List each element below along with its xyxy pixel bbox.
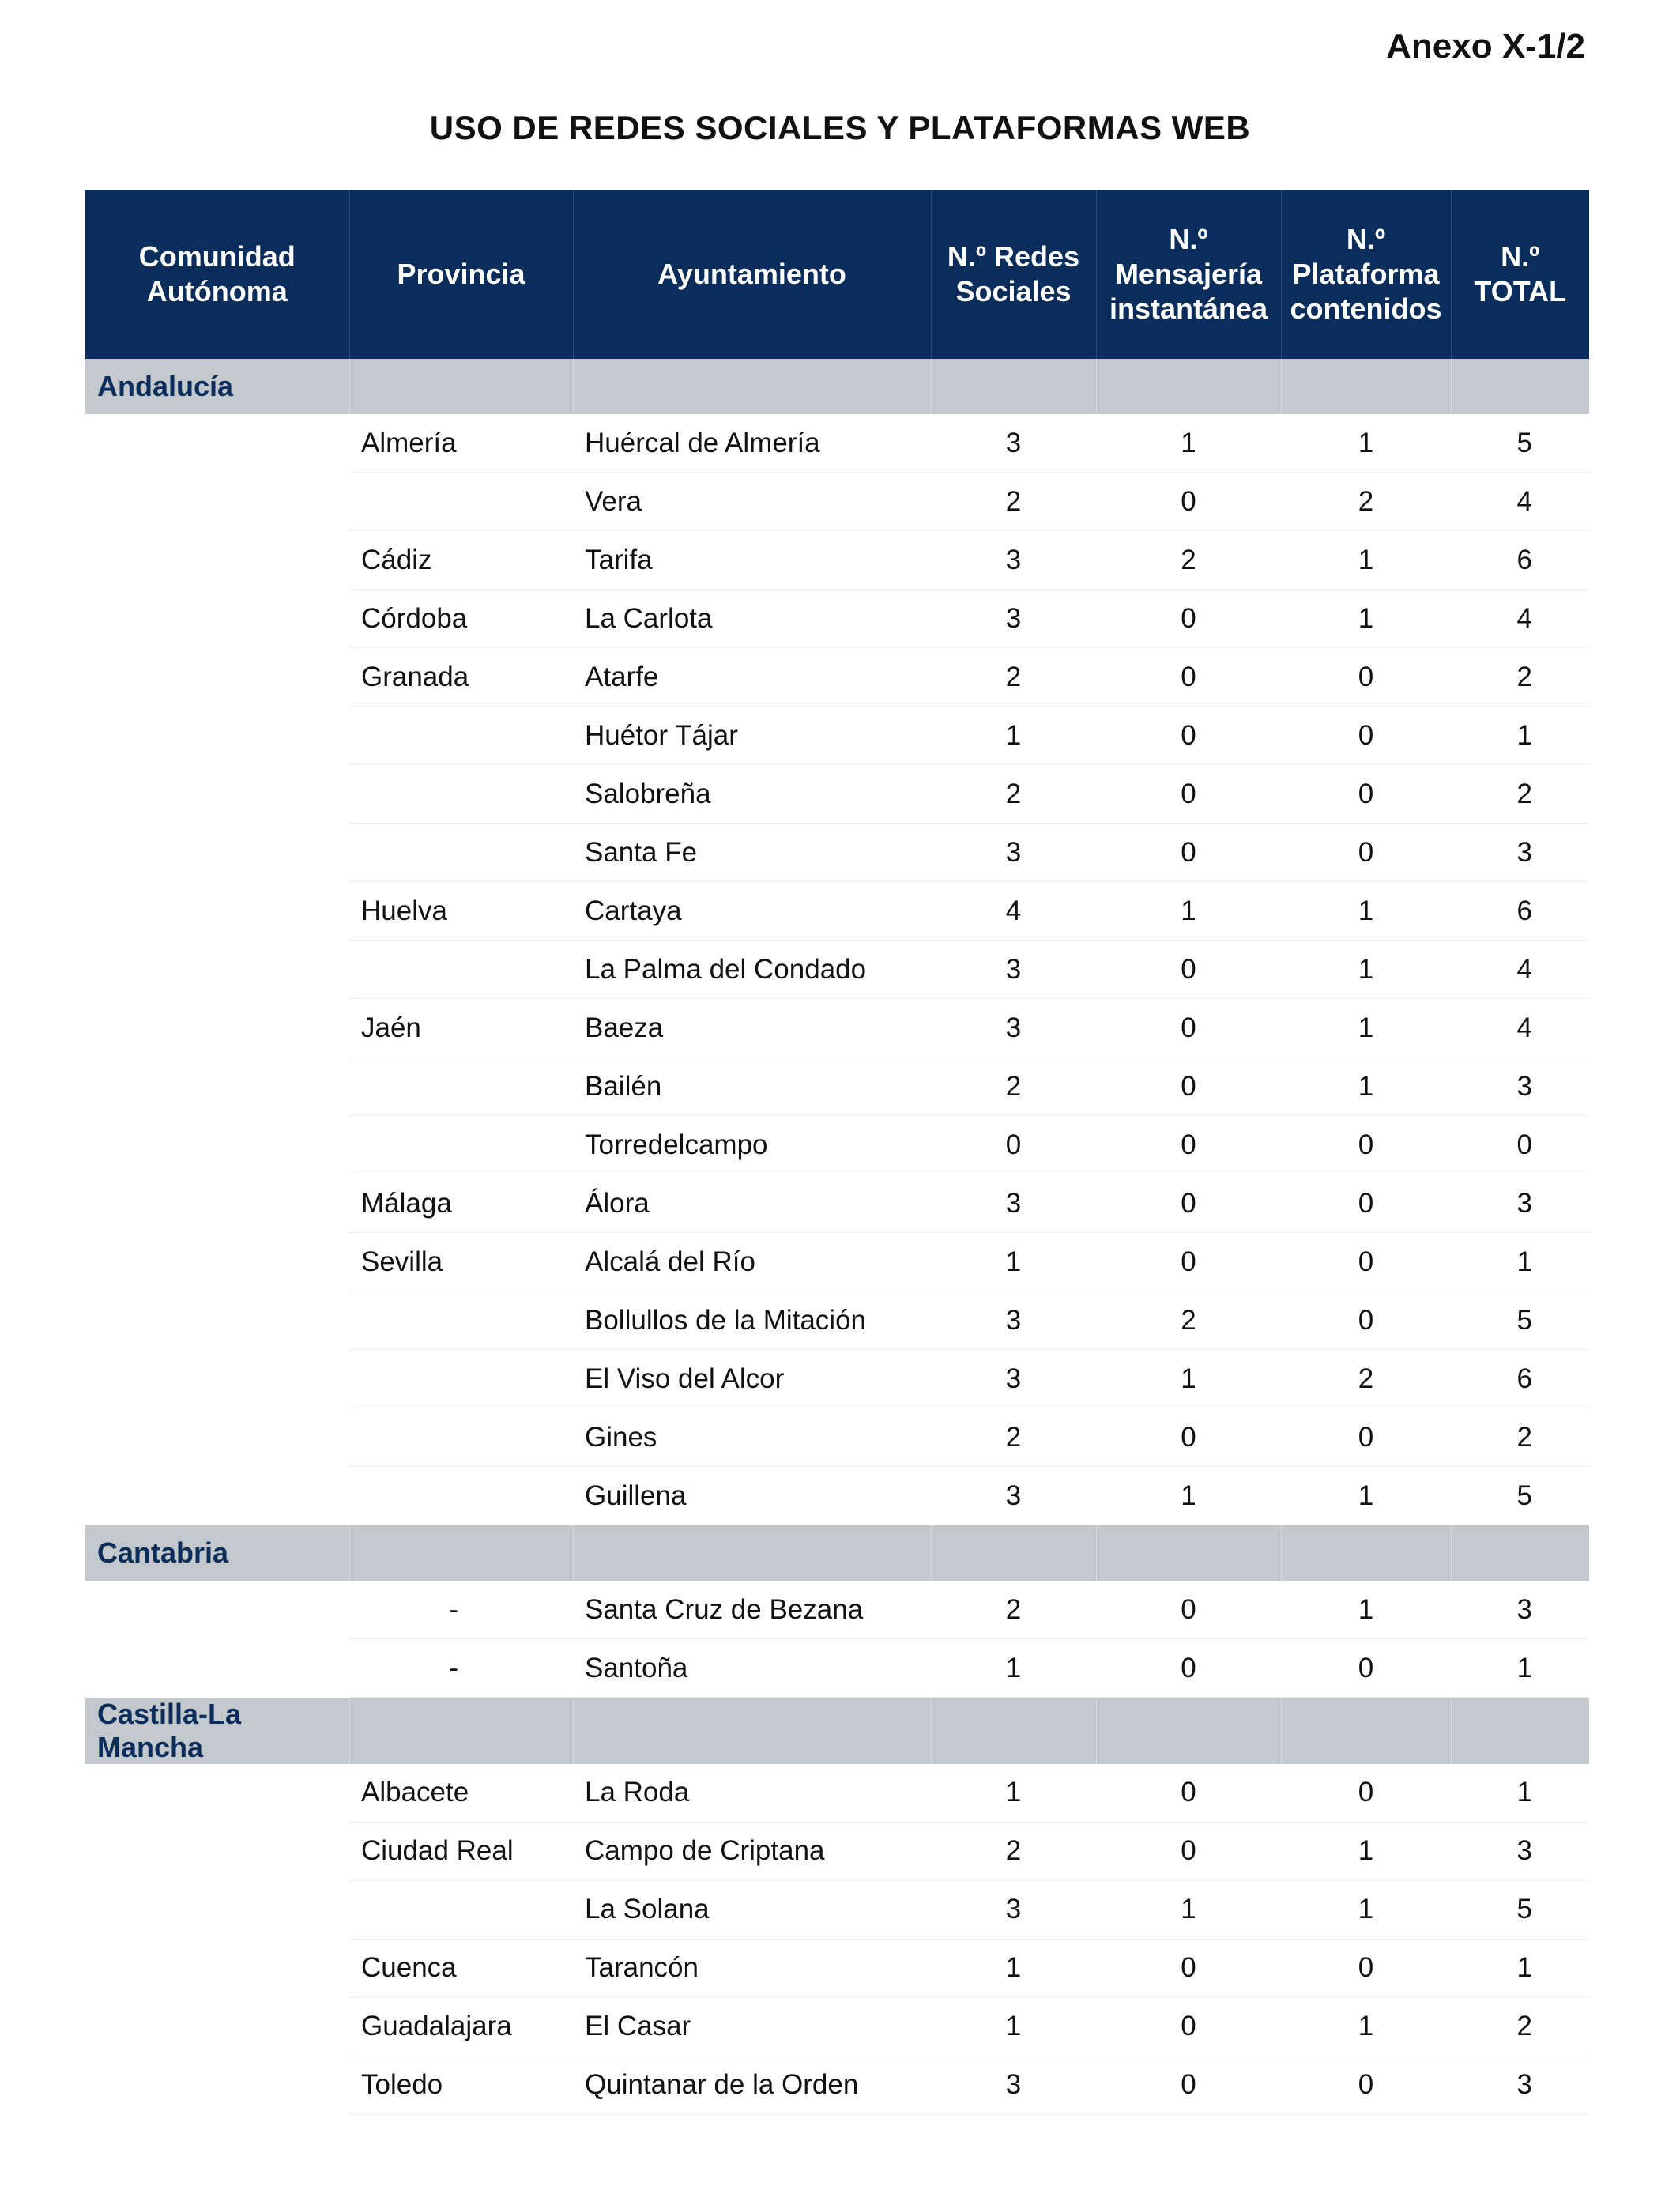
comunidad-cell bbox=[85, 824, 349, 882]
total-cell: 3 bbox=[1451, 2056, 1589, 2114]
redes-cell: 1 bbox=[931, 1997, 1096, 2056]
redes-cell: 4 bbox=[931, 882, 1096, 941]
total-cell: 5 bbox=[1451, 414, 1589, 473]
provincia-cell bbox=[349, 1408, 573, 1467]
total-cell: 2 bbox=[1451, 648, 1589, 707]
comunidad-cell bbox=[85, 765, 349, 824]
table-row bbox=[85, 824, 1589, 882]
header-line: contenidos bbox=[1290, 292, 1442, 325]
region-filler bbox=[1096, 359, 1281, 414]
ayuntamiento-cell: Salobreña bbox=[573, 765, 931, 824]
comunidad-cell bbox=[85, 1581, 349, 1639]
header-comunidad bbox=[85, 190, 349, 359]
table-row bbox=[85, 999, 1589, 1057]
provincia-cell: - bbox=[349, 1581, 573, 1639]
header-line: Mensajería bbox=[1114, 258, 1263, 291]
table-row bbox=[85, 1764, 1589, 1823]
comunidad-cell bbox=[85, 707, 349, 765]
region-name: Castilla-La Mancha bbox=[85, 1698, 349, 1764]
plataforma-cell: 0 bbox=[1281, 765, 1451, 824]
mensajeria-cell: 1 bbox=[1096, 882, 1281, 941]
provincia-cell bbox=[349, 1057, 573, 1116]
mensajeria-cell: 1 bbox=[1096, 414, 1281, 473]
redes-cell: 3 bbox=[931, 2056, 1096, 2114]
provincia-cell: Cádiz bbox=[349, 531, 573, 590]
annex-label: Anexo X-1/2 bbox=[1386, 27, 1585, 66]
table-row bbox=[85, 1880, 1589, 1939]
plataforma-cell: 0 bbox=[1281, 1939, 1451, 1997]
provincia-cell: Sevilla bbox=[349, 1233, 573, 1291]
region-filler bbox=[931, 359, 1096, 414]
comunidad-cell bbox=[85, 1291, 349, 1350]
comunidad-cell bbox=[85, 1939, 349, 1997]
comunidad-cell bbox=[85, 882, 349, 941]
ayuntamiento-cell: Bailén bbox=[573, 1057, 931, 1116]
redes-cell: 3 bbox=[931, 1880, 1096, 1939]
mensajeria-cell: 0 bbox=[1096, 1057, 1281, 1116]
table-row bbox=[85, 1997, 1589, 2056]
comunidad-cell bbox=[85, 1764, 349, 1823]
table-row bbox=[85, 1639, 1589, 1698]
total-cell: 4 bbox=[1451, 590, 1589, 648]
provincia-cell: Granada bbox=[349, 648, 573, 707]
redes-cell: 3 bbox=[931, 590, 1096, 648]
table-row bbox=[85, 648, 1589, 707]
header-ayuntamiento bbox=[573, 190, 931, 359]
plataforma-cell: 1 bbox=[1281, 1822, 1451, 1880]
total-cell: 2 bbox=[1451, 1997, 1589, 2056]
mensajeria-cell: 1 bbox=[1096, 1467, 1281, 1525]
comunidad-cell bbox=[85, 1639, 349, 1698]
table-row bbox=[85, 1174, 1589, 1233]
header-total bbox=[1451, 190, 1589, 359]
provincia-cell bbox=[349, 473, 573, 531]
comunidad-cell bbox=[85, 1057, 349, 1116]
header-line: instantánea bbox=[1109, 292, 1268, 325]
mensajeria-cell: 0 bbox=[1096, 2056, 1281, 2114]
ayuntamiento-cell: Cartaya bbox=[573, 882, 931, 941]
region-filler bbox=[1096, 1698, 1281, 1764]
ayuntamiento-cell: Álora bbox=[573, 1174, 931, 1233]
mensajeria-cell: 0 bbox=[1096, 590, 1281, 648]
plataforma-cell: 1 bbox=[1281, 1880, 1451, 1939]
ayuntamiento-cell: Huétor Tájar bbox=[573, 707, 931, 765]
mensajeria-cell: 0 bbox=[1096, 1174, 1281, 1233]
comunidad-cell bbox=[85, 590, 349, 648]
comunidad-cell bbox=[85, 1174, 349, 1233]
plataforma-cell: 0 bbox=[1281, 1764, 1451, 1823]
table-row bbox=[85, 1467, 1589, 1525]
ayuntamiento-cell: Atarfe bbox=[573, 648, 931, 707]
region-filler bbox=[1281, 1525, 1451, 1581]
comunidad-cell bbox=[85, 2056, 349, 2114]
total-cell: 5 bbox=[1451, 1880, 1589, 1939]
redes-cell: 1 bbox=[931, 1939, 1096, 1997]
region-filler bbox=[573, 1698, 931, 1764]
comunidad-cell bbox=[85, 1822, 349, 1880]
mensajeria-cell: 0 bbox=[1096, 1639, 1281, 1698]
comunidad-cell bbox=[85, 1350, 349, 1408]
region-filler bbox=[1096, 1525, 1281, 1581]
redes-cell: 3 bbox=[931, 1350, 1096, 1408]
redes-cell: 3 bbox=[931, 414, 1096, 473]
ayuntamiento-cell: La Solana bbox=[573, 1880, 931, 1939]
mensajeria-cell: 0 bbox=[1096, 1764, 1281, 1823]
table-row bbox=[85, 531, 1589, 590]
ayuntamiento-cell: El Viso del Alcor bbox=[573, 1350, 931, 1408]
provincia-cell: Jaén bbox=[349, 999, 573, 1057]
redes-cell: 3 bbox=[931, 1291, 1096, 1350]
region-name: Cantabria bbox=[85, 1525, 349, 1581]
plataforma-cell: 1 bbox=[1281, 1467, 1451, 1525]
table-row bbox=[85, 590, 1589, 648]
mensajeria-cell: 0 bbox=[1096, 707, 1281, 765]
plataforma-cell: 0 bbox=[1281, 1233, 1451, 1291]
comunidad-cell bbox=[85, 999, 349, 1057]
provincia-cell: Toledo bbox=[349, 2056, 573, 2114]
provincia-cell: Huelva bbox=[349, 882, 573, 941]
region-filler bbox=[573, 359, 931, 414]
table-row bbox=[85, 1939, 1589, 1997]
provincia-cell: - bbox=[349, 1639, 573, 1698]
redes-cell: 0 bbox=[931, 1116, 1096, 1174]
comunidad-cell bbox=[85, 1116, 349, 1174]
total-cell: 3 bbox=[1451, 1174, 1589, 1233]
table-row bbox=[85, 707, 1589, 765]
header-line: Sociales bbox=[955, 275, 1072, 307]
redes-cell: 2 bbox=[931, 473, 1096, 531]
ayuntamiento-cell: Santa Fe bbox=[573, 824, 931, 882]
provincia-cell: Málaga bbox=[349, 1174, 573, 1233]
region-filler bbox=[1451, 1698, 1589, 1764]
mensajeria-cell: 1 bbox=[1096, 1350, 1281, 1408]
plataforma-cell: 0 bbox=[1281, 824, 1451, 882]
provincia-cell: Albacete bbox=[349, 1764, 573, 1823]
redes-cell: 3 bbox=[931, 999, 1096, 1057]
comunidad-cell bbox=[85, 648, 349, 707]
provincia-cell bbox=[349, 941, 573, 999]
table-row bbox=[85, 2056, 1589, 2114]
header-line: N.º bbox=[1169, 223, 1208, 256]
mensajeria-cell: 0 bbox=[1096, 648, 1281, 707]
provincia-cell bbox=[349, 707, 573, 765]
total-cell: 1 bbox=[1451, 1764, 1589, 1823]
table-row bbox=[85, 1350, 1589, 1408]
provincia-cell: Almería bbox=[349, 414, 573, 473]
mensajeria-cell: 0 bbox=[1096, 999, 1281, 1057]
redes-cell: 3 bbox=[931, 531, 1096, 590]
provincia-cell bbox=[349, 824, 573, 882]
header-redes-sociales bbox=[931, 190, 1096, 359]
plataforma-cell: 1 bbox=[1281, 1997, 1451, 2056]
redes-cell: 2 bbox=[931, 648, 1096, 707]
total-cell: 4 bbox=[1451, 999, 1589, 1057]
provincia-cell: Cuenca bbox=[349, 1939, 573, 1997]
provincia-cell bbox=[349, 1880, 573, 1939]
table-row bbox=[85, 1291, 1589, 1350]
redes-cell: 2 bbox=[931, 1408, 1096, 1467]
comunidad-cell bbox=[85, 1880, 349, 1939]
plataforma-cell: 1 bbox=[1281, 414, 1451, 473]
plataforma-cell: 0 bbox=[1281, 1174, 1451, 1233]
region-name: Andalucía bbox=[85, 359, 349, 414]
header-line: Provincia bbox=[397, 258, 525, 291]
total-cell: 4 bbox=[1451, 941, 1589, 999]
plataforma-cell: 0 bbox=[1281, 648, 1451, 707]
provincia-cell: Córdoba bbox=[349, 590, 573, 648]
mensajeria-cell: 0 bbox=[1096, 1939, 1281, 1997]
header-line: TOTAL bbox=[1474, 275, 1567, 307]
plataforma-cell: 1 bbox=[1281, 1581, 1451, 1639]
plataforma-cell: 1 bbox=[1281, 531, 1451, 590]
redes-cell: 1 bbox=[931, 1764, 1096, 1823]
plataforma-cell: 2 bbox=[1281, 1350, 1451, 1408]
header-line: Comunidad bbox=[138, 240, 296, 273]
ayuntamiento-cell: Guillena bbox=[573, 1467, 931, 1525]
header-provincia bbox=[349, 190, 573, 359]
header-line: Plataforma bbox=[1292, 258, 1440, 291]
total-cell: 1 bbox=[1451, 707, 1589, 765]
table-row bbox=[85, 473, 1589, 531]
ayuntamiento-cell: Tarancón bbox=[573, 1939, 931, 1997]
table-row bbox=[85, 765, 1589, 824]
total-cell: 5 bbox=[1451, 1291, 1589, 1350]
region-filler bbox=[1281, 1698, 1451, 1764]
total-cell: 0 bbox=[1451, 1116, 1589, 1174]
comunidad-cell bbox=[85, 1408, 349, 1467]
plataforma-cell: 1 bbox=[1281, 882, 1451, 941]
plataforma-cell: 1 bbox=[1281, 999, 1451, 1057]
ayuntamiento-cell: La Carlota bbox=[573, 590, 931, 648]
region-filler bbox=[1451, 359, 1589, 414]
redes-cell: 1 bbox=[931, 1639, 1096, 1698]
ayuntamiento-cell: La Palma del Condado bbox=[573, 941, 931, 999]
total-cell: 2 bbox=[1451, 765, 1589, 824]
total-cell: 5 bbox=[1451, 1467, 1589, 1525]
redes-cell: 1 bbox=[931, 707, 1096, 765]
provincia-cell bbox=[349, 1350, 573, 1408]
header-line: N.º bbox=[1346, 223, 1386, 256]
ayuntamiento-cell: La Roda bbox=[573, 1764, 931, 1823]
ayuntamiento-cell: Alcalá del Río bbox=[573, 1233, 931, 1291]
total-cell: 1 bbox=[1451, 1639, 1589, 1698]
region-row bbox=[85, 1698, 1589, 1764]
header-mensajeria bbox=[1096, 190, 1281, 359]
table-row bbox=[85, 1057, 1589, 1116]
plataforma-cell: 2 bbox=[1281, 473, 1451, 531]
ayuntamiento-cell: Santoña bbox=[573, 1639, 931, 1698]
region-filler bbox=[1451, 1525, 1589, 1581]
data-table bbox=[85, 190, 1589, 2115]
table-row bbox=[85, 1116, 1589, 1174]
total-cell: 3 bbox=[1451, 1822, 1589, 1880]
provincia-cell bbox=[349, 1291, 573, 1350]
mensajeria-cell: 0 bbox=[1096, 765, 1281, 824]
provincia-cell bbox=[349, 1467, 573, 1525]
mensajeria-cell: 0 bbox=[1096, 1116, 1281, 1174]
region-filler bbox=[349, 1698, 573, 1764]
redes-cell: 3 bbox=[931, 1467, 1096, 1525]
comunidad-cell bbox=[85, 531, 349, 590]
total-cell: 2 bbox=[1451, 1408, 1589, 1467]
ayuntamiento-cell: El Casar bbox=[573, 1997, 931, 2056]
region-filler bbox=[573, 1525, 931, 1581]
provincia-cell bbox=[349, 1116, 573, 1174]
ayuntamiento-cell: Vera bbox=[573, 473, 931, 531]
total-cell: 1 bbox=[1451, 1233, 1589, 1291]
ayuntamiento-cell: Quintanar de la Orden bbox=[573, 2056, 931, 2114]
provincia-cell bbox=[349, 765, 573, 824]
mensajeria-cell: 0 bbox=[1096, 1822, 1281, 1880]
mensajeria-cell: 0 bbox=[1096, 824, 1281, 882]
total-cell: 6 bbox=[1451, 531, 1589, 590]
header-plataforma bbox=[1281, 190, 1451, 359]
mensajeria-cell: 0 bbox=[1096, 1581, 1281, 1639]
mensajeria-cell: 0 bbox=[1096, 1233, 1281, 1291]
comunidad-cell bbox=[85, 414, 349, 473]
provincia-cell: Ciudad Real bbox=[349, 1822, 573, 1880]
ayuntamiento-cell: Huércal de Almería bbox=[573, 414, 931, 473]
total-cell: 4 bbox=[1451, 473, 1589, 531]
ayuntamiento-cell: Gines bbox=[573, 1408, 931, 1467]
table-row bbox=[85, 414, 1589, 473]
plataforma-cell: 0 bbox=[1281, 1408, 1451, 1467]
table-row bbox=[85, 1408, 1589, 1467]
header-line: N.º bbox=[1501, 240, 1540, 273]
redes-cell: 2 bbox=[931, 1057, 1096, 1116]
mensajeria-cell: 2 bbox=[1096, 1291, 1281, 1350]
page-title: USO DE REDES SOCIALES Y PLATAFORMAS WEB bbox=[429, 109, 1251, 146]
comunidad-cell bbox=[85, 473, 349, 531]
mensajeria-cell: 0 bbox=[1096, 473, 1281, 531]
ayuntamiento-cell: Campo de Criptana bbox=[573, 1822, 931, 1880]
comunidad-cell bbox=[85, 1997, 349, 2056]
ayuntamiento-cell: Torredelcampo bbox=[573, 1116, 931, 1174]
total-cell: 3 bbox=[1451, 1581, 1589, 1639]
header-line: Autónoma bbox=[146, 275, 288, 307]
plataforma-cell: 0 bbox=[1281, 2056, 1451, 2114]
redes-cell: 3 bbox=[931, 824, 1096, 882]
mensajeria-cell: 0 bbox=[1096, 1997, 1281, 2056]
mensajeria-cell: 2 bbox=[1096, 531, 1281, 590]
region-filler bbox=[349, 359, 573, 414]
redes-cell: 2 bbox=[931, 1581, 1096, 1639]
region-filler bbox=[931, 1525, 1096, 1581]
total-cell: 6 bbox=[1451, 882, 1589, 941]
plataforma-cell: 0 bbox=[1281, 1639, 1451, 1698]
table-row bbox=[85, 1822, 1589, 1880]
region-filler bbox=[349, 1525, 573, 1581]
ayuntamiento-cell: Santa Cruz de Bezana bbox=[573, 1581, 931, 1639]
plataforma-cell: 1 bbox=[1281, 590, 1451, 648]
header-line: Ayuntamiento bbox=[657, 258, 846, 291]
ayuntamiento-cell: Tarifa bbox=[573, 531, 931, 590]
redes-cell: 2 bbox=[931, 1822, 1096, 1880]
comunidad-cell bbox=[85, 941, 349, 999]
total-cell: 6 bbox=[1451, 1350, 1589, 1408]
plataforma-cell: 0 bbox=[1281, 1116, 1451, 1174]
table-body bbox=[85, 359, 1589, 2114]
table-row bbox=[85, 882, 1589, 941]
redes-cell: 3 bbox=[931, 941, 1096, 999]
plataforma-cell: 0 bbox=[1281, 1291, 1451, 1350]
plataforma-cell: 1 bbox=[1281, 941, 1451, 999]
plataforma-cell: 0 bbox=[1281, 707, 1451, 765]
region-filler bbox=[1281, 359, 1451, 414]
mensajeria-cell: 0 bbox=[1096, 941, 1281, 999]
total-cell: 3 bbox=[1451, 824, 1589, 882]
provincia-cell: Guadalajara bbox=[349, 1997, 573, 2056]
table-row bbox=[85, 1233, 1589, 1291]
ayuntamiento-cell: Bollullos de la Mitación bbox=[573, 1291, 931, 1350]
comunidad-cell bbox=[85, 1233, 349, 1291]
header-line: N.º Redes bbox=[947, 240, 1080, 273]
region-filler bbox=[931, 1698, 1096, 1764]
redes-cell: 3 bbox=[931, 1174, 1096, 1233]
mensajeria-cell: 0 bbox=[1096, 1408, 1281, 1467]
table-row bbox=[85, 941, 1589, 999]
table-header bbox=[85, 190, 1589, 359]
region-row bbox=[85, 359, 1589, 414]
ayuntamiento-cell: Baeza bbox=[573, 999, 931, 1057]
total-cell: 3 bbox=[1451, 1057, 1589, 1116]
comunidad-cell bbox=[85, 1467, 349, 1525]
redes-cell: 1 bbox=[931, 1233, 1096, 1291]
plataforma-cell: 1 bbox=[1281, 1057, 1451, 1116]
total-cell: 1 bbox=[1451, 1939, 1589, 1997]
redes-cell: 2 bbox=[931, 765, 1096, 824]
table-row bbox=[85, 1581, 1589, 1639]
mensajeria-cell: 1 bbox=[1096, 1880, 1281, 1939]
region-row bbox=[85, 1525, 1589, 1581]
